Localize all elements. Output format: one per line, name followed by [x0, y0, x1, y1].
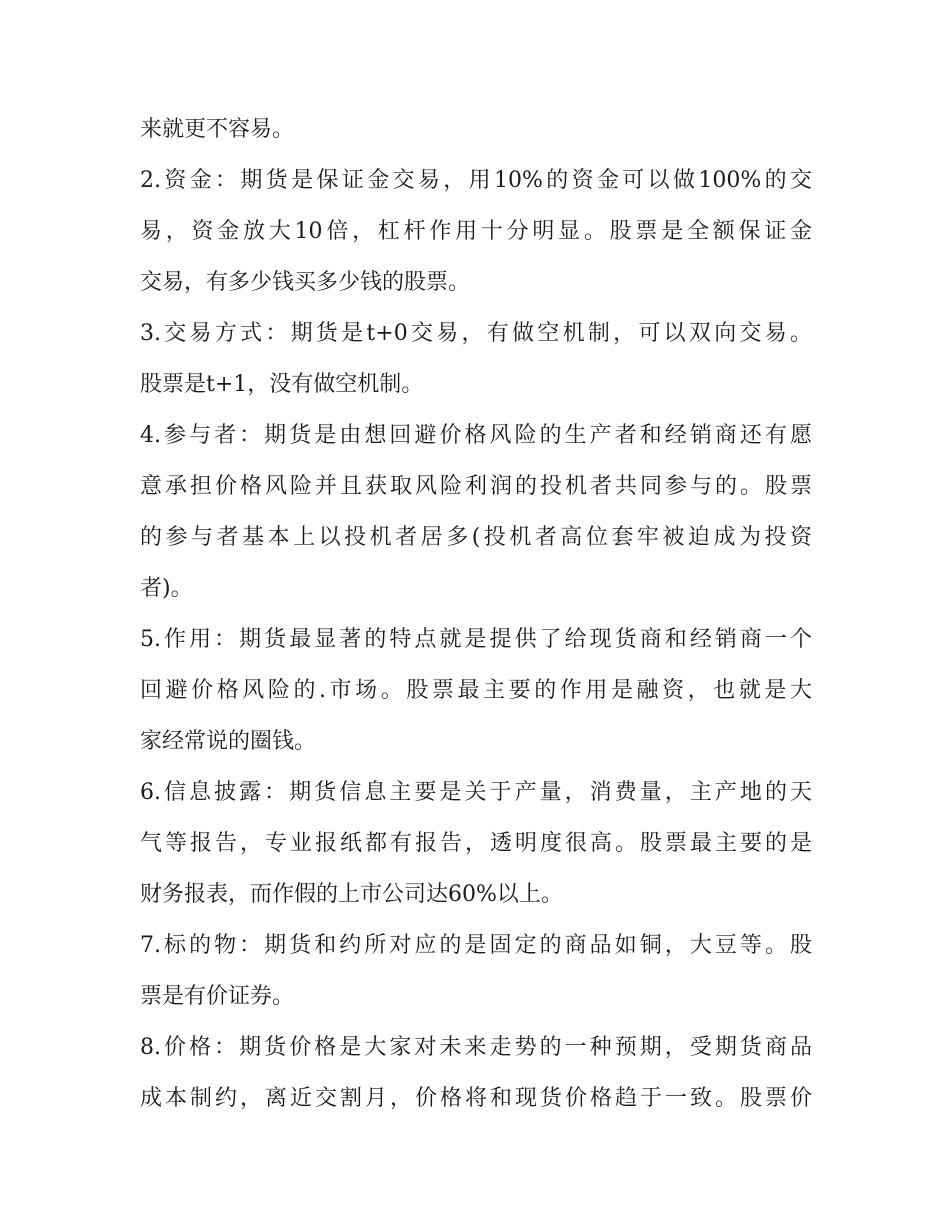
text-line: 3.交易方式：期货是t+0交易，有做空机制，可以双向交易。	[140, 321, 812, 346]
text-line: 5.作用：期货最显著的特点就是提供了给现货商和经销商一个	[140, 627, 812, 652]
text-line: 2.资金：期货是保证金交易，用10%的资金可以做100%的交	[140, 168, 812, 193]
text-line: 家经常说的圈钱。	[140, 729, 317, 754]
text-line: 的参与者基本上以投机者居多(投机者高位套牢被迫成为投资	[140, 525, 812, 550]
text-line: 股票是t+1，没有做空机制。	[140, 372, 424, 397]
text-line: 交易，有多少钱买多少钱的股票。	[140, 270, 471, 295]
text-line: 者)。	[140, 576, 193, 601]
text-line: 回避价格风险的.市场。股票最主要的作用是融资，也就是大	[140, 678, 812, 703]
text-line: 财务报表，而作假的上市公司达60%以上。	[140, 882, 563, 907]
text-line: 6.信息披露：期货信息主要是关于产量，消费量，主产地的天	[140, 780, 812, 805]
text-line: 成本制约，离近交割月，价格将和现货价格趋于一致。股票价	[140, 1086, 812, 1111]
text-line: 意承担价格风险并且获取风险利润的投机者共同参与的。股票	[140, 474, 812, 499]
text-line: 8.价格：期货价格是大家对未来走势的一种预期，受期货商品	[140, 1035, 812, 1060]
text-line: 来就更不容易。	[140, 117, 295, 142]
text-line: 票是有价证券。	[140, 984, 295, 1009]
text-line: 4.参与者：期货是由想回避价格风险的生产者和经销商还有愿	[140, 423, 812, 448]
text-line: 7.标的物：期货和约所对应的是固定的商品如铜，大豆等。股	[140, 933, 812, 958]
document-body	[140, 104, 812, 1124]
text-line: 易，资金放大10倍，杠杆作用十分明显。股票是全额保证金	[140, 219, 812, 244]
text-line: 气等报告，专业报纸都有报告，透明度很高。股票最主要的是	[140, 831, 812, 856]
